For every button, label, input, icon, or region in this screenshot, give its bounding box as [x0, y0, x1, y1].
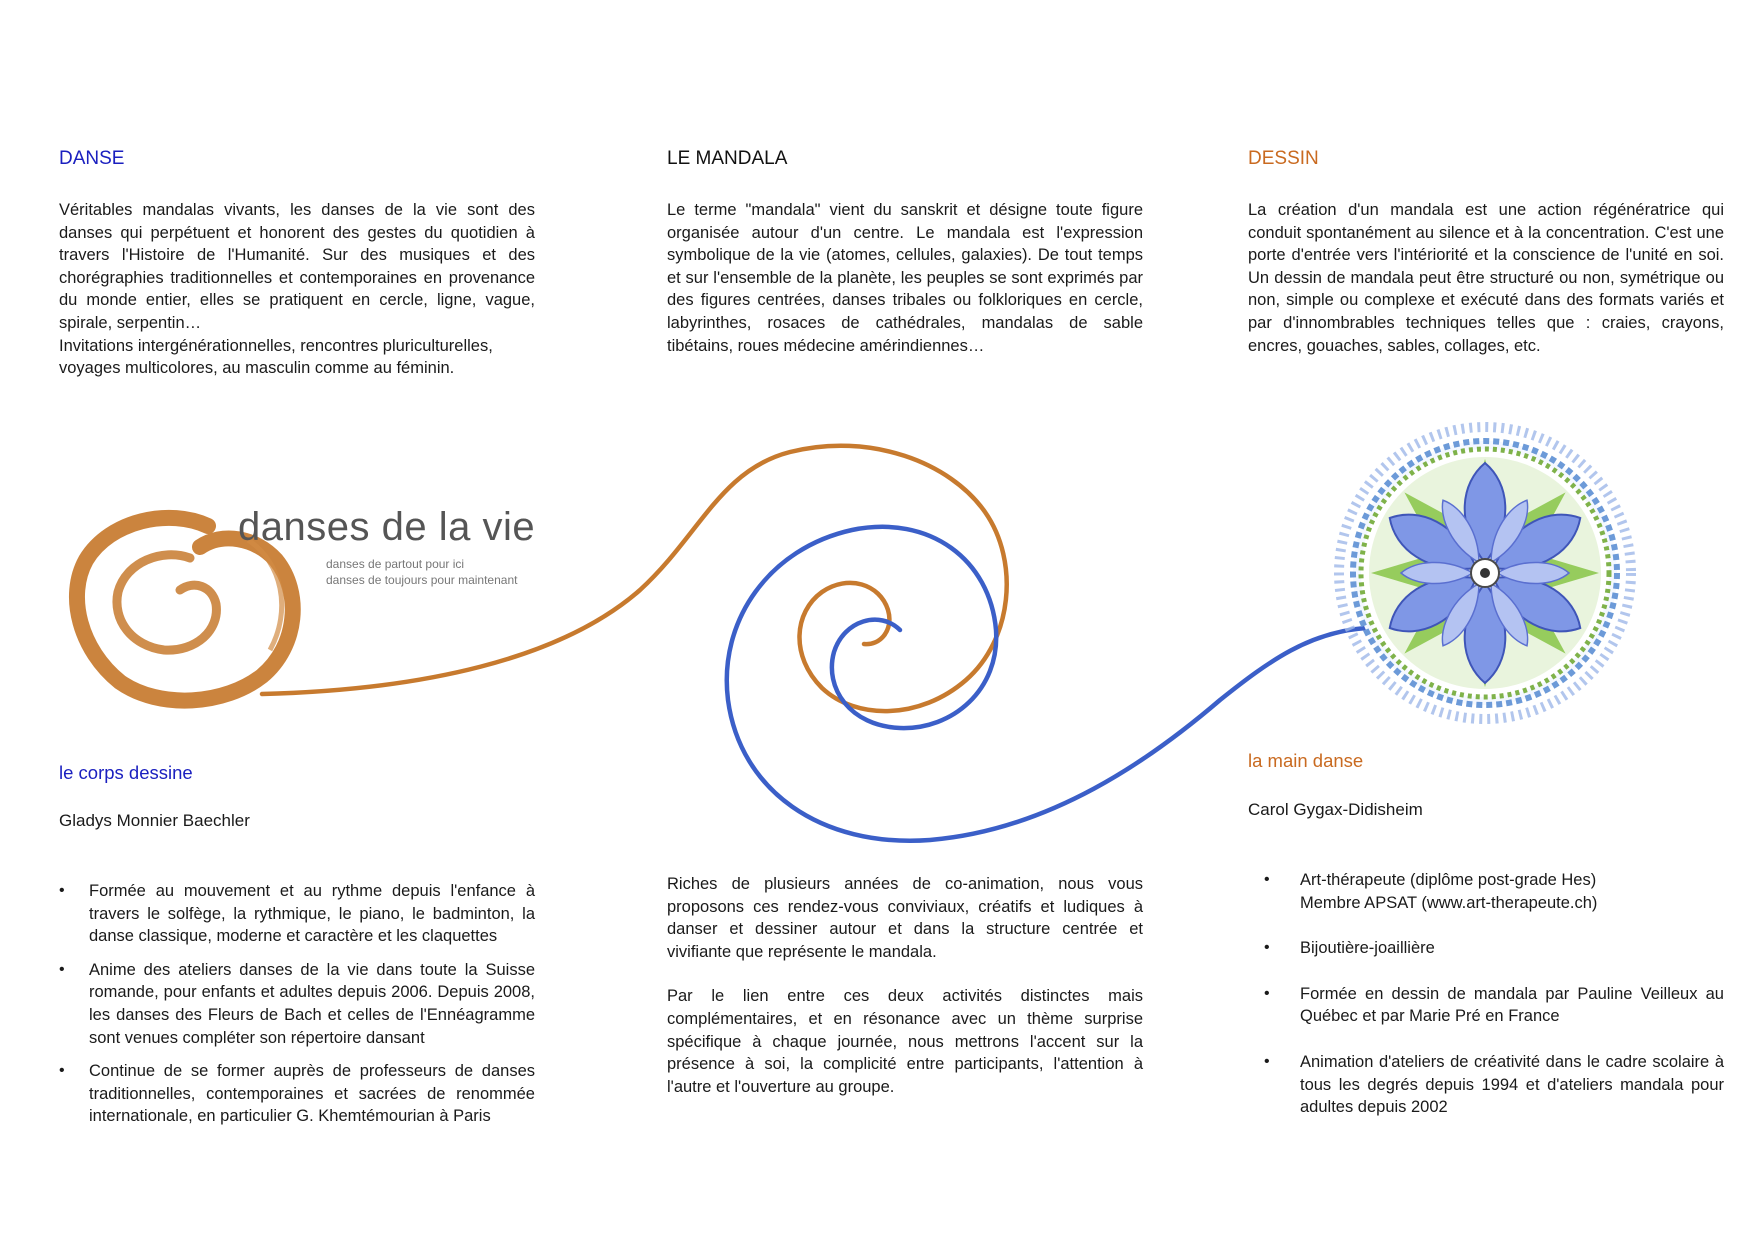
coanimation-paragraph-2: Par le lien entre ces deux activités distinctes mais complémentaires, et en résonance avec un thème surprise spécifique à chaque journée, nous mettrons l'accent sur la présence à soi, la complicité entre participants, l'attention à l'autre et l'ouverture au groupe. [667, 987, 1143, 1096]
list-item: • Formée au mouvement et au rythme depuis l'enfance à travers le solfège, la rythmique, le piano, le badminton, la danse classique, moderne et caractère et les claquettes [59, 880, 535, 948]
dessin-heading: DESSIN [1248, 148, 1319, 169]
danse-text-block [59, 199, 535, 380]
danse-heading: DANSE [59, 148, 125, 169]
logo-title: danses de la vie [238, 505, 536, 549]
dessin-paragraph: La création d'un mandala est une action régénératrice qui conduit spontanément au silence et à la concentration. C'est une porte d'entrée vers l'intériorité et la conscience de l'unité en soi. Un dessin de mandala peut être structuré ou non, symétrique ou non, simple ou complexe et exécuté dans des formats variés et par d'innombrables techniques telles que : craies, crayons, encres, gouaches, sables, collages, etc. [1248, 201, 1724, 355]
list-item: • Animation d'ateliers de créativité dans le cadre scolaire à tous les degrés depuis 1994 et d'ateliers mandala pour adultes depuis 2002 [1248, 1051, 1724, 1119]
blue-spiral-line [727, 527, 1366, 841]
gladys-bullets [59, 880, 535, 1139]
list-item: • Formée en dessin de mandala par Pauline Veilleux au Québec et par Marie Pré en France [1248, 983, 1724, 1028]
logo-tagline-1: danses de partout pour ici [326, 557, 465, 571]
dessin-text-block [1248, 199, 1724, 357]
coanimation-paragraph-1: Riches de plusieurs années de co-animation, nous vous proposons ces rendez-vous conviviaux, créatifs et ludiques à danser et dessiner autour et dans la structure centrée et vivifiante que représente le mandala. [667, 875, 1143, 961]
carol-bullets [1248, 869, 1724, 1142]
list-item: • Continue de se former auprès de professeurs de danses traditionnelles, contemporaines et sacrées de renommée internationale, en particulier G. Khemtémourian à Paris [59, 1060, 535, 1128]
carol-name: Carol Gygax-Didisheim [1248, 800, 1423, 819]
list-item: • Bijoutière-joaillière [1248, 937, 1724, 960]
mandala-paragraph: Le terme "mandala" vient du sanskrit et désigne toute figure organisée autour d'un centre. Le mandala est l'expression symbolique de la vie (atomes, cellules, galaxies). De tout temps et sur l'ensemble de la planète, les peuples se sont exprimés par des figures centrées, danses tribales ou folkloriques en cercle, labyrinthes, rosaces de cathédrales, mandalas de sable tibétains, roues médecine amérindiennes… [667, 201, 1143, 355]
mandala-flower-icon [1339, 427, 1631, 719]
list-item: • Anime des ateliers danses de la vie dans toute la Suisse romande, pour enfants et adultes depuis 2006. Depuis 2008, les danses des Fleurs de Bach et celles de l'Ennéagramme sont venues compléter son répertoire dansant [59, 959, 535, 1049]
main-danse-subtitle: la main danse [1248, 750, 1364, 771]
mandala-heading: LE MANDALA [667, 148, 788, 169]
list-item: • Art-thérapeute (diplôme post-grade Hes) Membre APSAT (www.art-therapeute.ch) [1248, 869, 1724, 914]
mandala-text-block [667, 199, 1143, 357]
logo-tagline-2: danses de toujours pour maintenant [326, 573, 518, 587]
corps-dessine-subtitle: le corps dessine [59, 762, 193, 783]
danse-paragraph-2: Invitations intergénérationnelles, rencontres pluriculturelles, voyages multicolores, au masculin comme au féminin. [59, 336, 493, 378]
coanimation-text-block [667, 873, 1143, 1098]
danse-paragraph: Véritables mandalas vivants, les danses de la vie sont des danses qui perpétuent et honorent des gestes du quotidien à travers l'Histoire de l'Humanité. Sur des musiques et des chorégraphies traditionnelles et contemporaines en provenance du monde entier, elles se pratiquent en cercle, ligne, vague, spirale, serpentin… [59, 201, 535, 332]
gladys-name: Gladys Monnier Baechler [59, 811, 250, 830]
